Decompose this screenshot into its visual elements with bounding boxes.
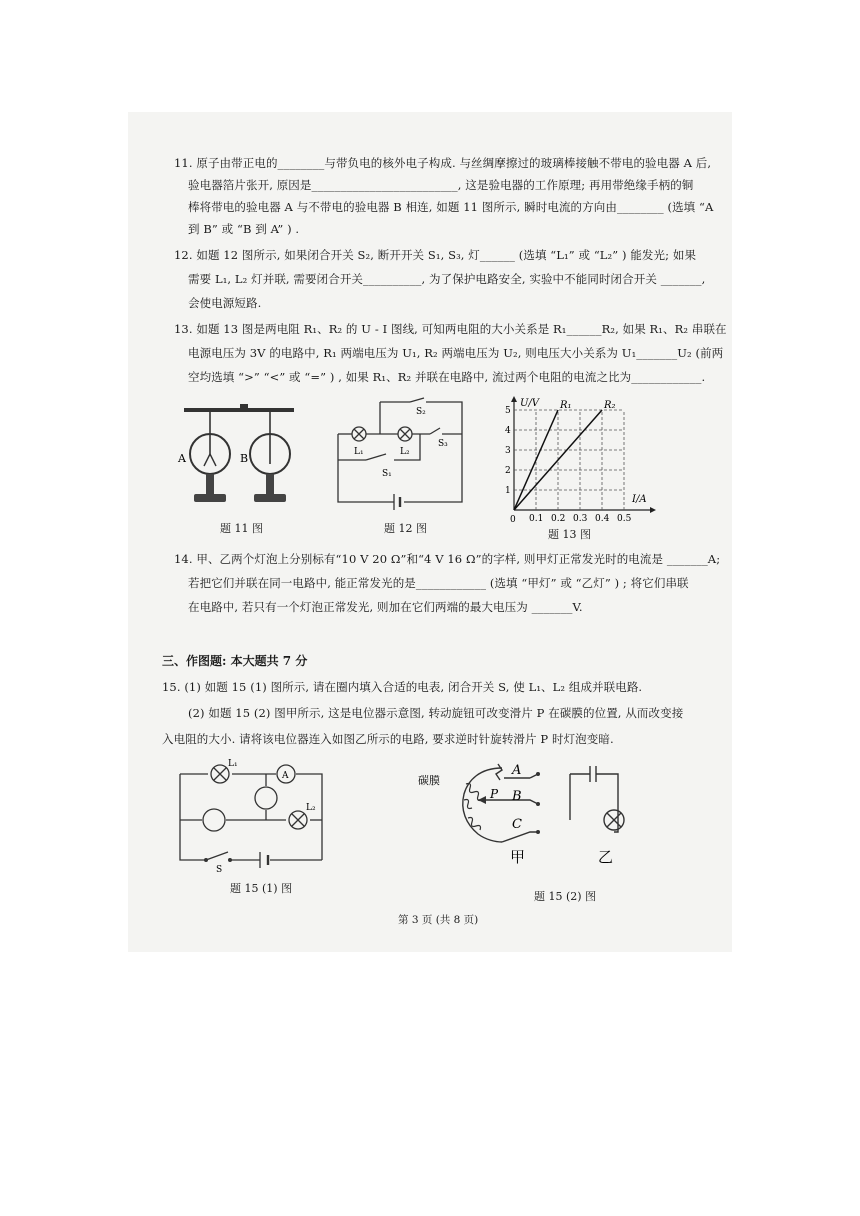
terminal-a-label: A xyxy=(512,763,522,778)
switch-s2-label: S₂ xyxy=(416,407,426,417)
q13-line-1: 13. 如题 13 图是两电阻 R₁、R₂ 的 U - I 图线, 可知两电阻的大小关系是 R₁______R₂, 如果 R₁、R₂ 串联在 xyxy=(174,322,727,336)
x-axis-label: I/A xyxy=(632,494,647,505)
q11-line-2: 验电器箔片张开, 原因是_________________________, 这是验电器的工作原理; 再用带绝缘手柄的铜 xyxy=(188,178,694,192)
q15-line-1: 15. (1) 如题 15 (1) 图所示, 请在圈内填入合适的电表, 闭合开关 S, 使 L₁、L₂ 组成并联电路. xyxy=(162,680,643,694)
page-number: 第 3 页 (共 8 页) xyxy=(398,914,479,926)
switch-s1-label: S₁ xyxy=(382,469,392,479)
y-axis-label: U/V xyxy=(520,398,540,409)
x-tick-label: 0.2 xyxy=(551,514,566,524)
q14-line-1: 14. 甲、乙两个灯泡上分别标有“10 V 20 Ω”和“4 V 16 Ω”的字样, 则甲灯正常发光时的电流是 _______A; xyxy=(174,552,721,566)
q11-line-4: 到 B” 或 “B 到 A” ) . xyxy=(188,222,300,236)
y-axis-arrow xyxy=(511,396,517,402)
lamp-l1-label: L₁ xyxy=(228,759,238,769)
terminal-c-label: C xyxy=(512,817,522,832)
terminal-b-label: B xyxy=(512,789,522,804)
figure-11-electroscopes xyxy=(172,404,302,516)
lamp-l2-label: L₂ xyxy=(400,447,410,457)
q15-line-3: 入电阻的大小. 请将该电位器连入如图乙所示的电路, 要求逆时针旋转滑片 P 时灯泡变暗. xyxy=(162,732,614,746)
figure-jia-label: 甲 xyxy=(510,848,526,866)
switch-s3-label: S₃ xyxy=(438,439,448,449)
series-label-2: R₂ xyxy=(604,400,616,411)
section-3-title: 三、作图题: 本大题共 7 分 xyxy=(162,654,308,668)
x-tick-label: 0.3 xyxy=(573,514,588,524)
y-tick-label: 4 xyxy=(505,426,511,436)
x-axis-arrow xyxy=(650,507,656,513)
series-label-1: R₁ xyxy=(560,400,572,411)
lamp-l2-label: L₂ xyxy=(306,803,316,813)
electroscope-b-label: B xyxy=(240,452,249,465)
y-tick-label: 5 xyxy=(505,406,511,416)
x-tick-label: 0.5 xyxy=(617,514,632,524)
figure-13-ui-chart xyxy=(500,396,660,526)
figure-12-caption: 题 12 图 xyxy=(384,522,427,535)
electroscope-a-label: A xyxy=(178,452,186,465)
figure-11-caption: 题 11 图 xyxy=(220,522,263,535)
y-tick-label: 2 xyxy=(505,466,511,476)
x-tick-label: 0.1 xyxy=(529,514,544,524)
slider-p-label: P xyxy=(490,787,499,801)
q13-line-2: 电源电压为 3V 的电路中, R₁ 两端电压为 U₁, R₂ 两端电压为 U₂, 则电压大小关系为 U₁_______U₂ (前两 xyxy=(188,346,724,360)
carbon-film-label: 碳膜 xyxy=(418,774,440,787)
switch-s-label: S xyxy=(216,865,223,875)
q12-line-2: 需要 L₁, L₂ 灯并联, 需要闭合开关__________, 为了保护电路安全, 实验中不能同时闭合开关 _______, xyxy=(188,272,706,286)
q11-line-3: 棒将带电的验电器 A 与不带电的验电器 B 相连, 如题 11 图所示, 瞬时电流的方向由________ (选填 “A xyxy=(188,200,714,214)
lamp-l1-label: L₁ xyxy=(354,447,364,457)
figure-13-caption: 题 13 图 xyxy=(548,528,591,541)
figure-15-2-caption: 题 15 (2) 图 xyxy=(534,890,597,903)
q12-line-1: 12. 如题 12 图所示, 如果闭合开关 S₂, 断开开关 S₁, S₃, 灯______ (选填 “L₁” 或 “L₂” ) 能发光; 如果 xyxy=(174,248,697,262)
q13-line-3: 空均选填 “>” “<” 或 “=” ) , 如果 R₁、R₂ 并联在电路中, 流过两个电阻的电流之比为____________. xyxy=(188,370,706,384)
q14-line-3: 在电路中, 若只有一个灯泡正常发光, 则加在它们两端的最大电压为 _______V. xyxy=(188,600,583,614)
ammeter-label: A xyxy=(282,771,289,781)
y-tick-label: 1 xyxy=(505,486,511,496)
figure-15-1-circuit xyxy=(176,759,326,875)
x-tick-label: 0.4 xyxy=(595,514,610,524)
q15-line-2: (2) 如题 15 (2) 图甲所示, 这是电位器示意图, 转动旋钮可改变滑片 P 在碳膜的位置, 从而改变接 xyxy=(188,706,684,720)
q14-line-2: 若把它们并联在同一电路中, 能正常发光的是____________ (选填 “甲灯” 或 “乙灯” ) ; 将它们串联 xyxy=(188,576,689,590)
q11-line-1: 11. 原子由带正电的________与带负电的核外电子构成. 与丝绸摩擦过的玻璃棒接触不带电的验电器 A 后, xyxy=(174,156,712,170)
q12-line-3: 会使电源短路. xyxy=(188,296,262,310)
origin-label: 0 xyxy=(510,515,516,525)
figure-yi-label: 乙 xyxy=(598,848,614,866)
figure-15-2-potentiometer xyxy=(418,760,658,872)
figure-15-1-caption: 题 15 (1) 图 xyxy=(230,882,293,895)
y-tick-label: 3 xyxy=(505,446,511,456)
figure-12-circuit xyxy=(330,398,470,510)
